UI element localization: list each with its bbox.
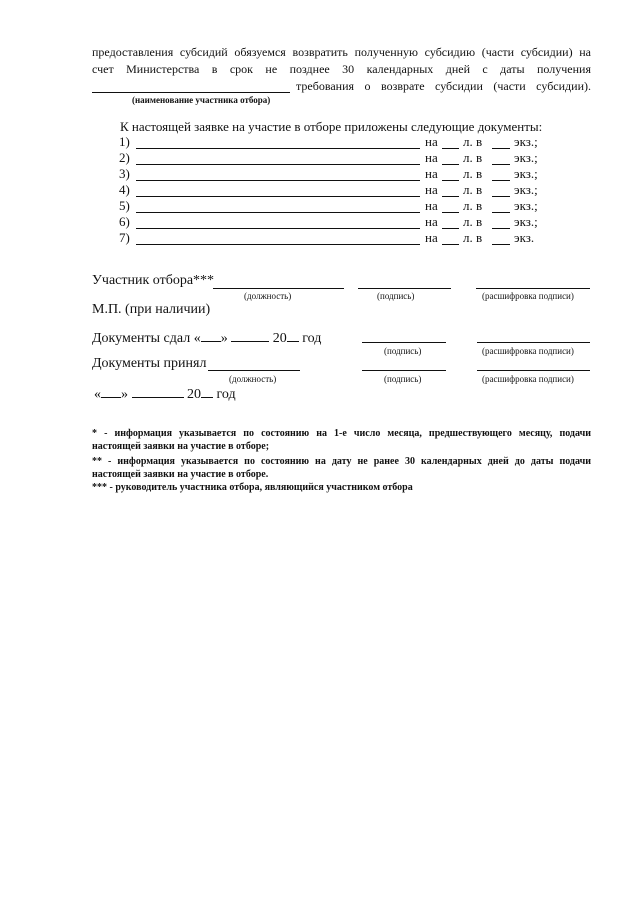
date-year-prefix: 20 — [187, 387, 201, 402]
participant-position-blank — [213, 288, 344, 289]
document-copies-prefix: л. в — [463, 230, 483, 245]
footnote-1-line-2: настоящей заявки на участие в отборе; — [92, 441, 270, 452]
date-year-suffix: год — [216, 387, 236, 402]
document-copies-prefix: л. в — [463, 150, 483, 165]
document-number: 5) — [119, 198, 130, 213]
document-pages-prefix: на — [425, 134, 438, 149]
document-copies-prefix: л. в — [463, 214, 483, 229]
document-name-blank — [136, 228, 420, 229]
handed-year-prefix: 20 — [272, 331, 287, 346]
document-pages-blank — [442, 180, 459, 181]
date-quote-close: » — [121, 387, 128, 402]
document-pages-prefix: на — [425, 166, 438, 181]
document-number: 3) — [119, 166, 130, 181]
document-number: 2) — [119, 150, 130, 165]
paragraph-line-2: счет Министерства в срок не позднее 30 календарных дней с даты получения — [92, 62, 591, 76]
document-copies-blank — [492, 164, 510, 165]
document-name-blank — [136, 212, 420, 213]
signature-caption: (подпись) — [384, 346, 422, 356]
document-copies-prefix: л. в — [463, 182, 483, 197]
document-pages-blank — [442, 148, 459, 149]
document-copies-suffix: экз.; — [514, 166, 538, 181]
handed-year-blank — [287, 329, 299, 342]
document-name-blank — [136, 148, 420, 149]
position-caption: (должность) — [229, 374, 277, 384]
document-pages-blank — [442, 244, 459, 245]
footnote-1-mark: * — [92, 428, 97, 439]
name-caption: (расшифровка подписи) — [482, 291, 574, 301]
document-number: 1) — [119, 134, 130, 149]
document-copies-suffix: экз.; — [514, 214, 538, 229]
accepted-name-blank — [477, 370, 590, 371]
document-pages-prefix: на — [425, 214, 438, 229]
document-copies-blank — [492, 196, 510, 197]
handed-name-blank — [477, 342, 590, 343]
participant-signature-blank — [358, 288, 451, 289]
document-pages-prefix: на — [425, 230, 438, 245]
document-pages-prefix: на — [425, 198, 438, 213]
handed-day-blank — [201, 329, 221, 342]
document-number: 7) — [119, 230, 130, 245]
document-copies-prefix: л. в — [463, 134, 483, 149]
document-pages-blank — [442, 212, 459, 213]
document-copies-suffix: экз. — [514, 230, 535, 245]
document-copies-suffix: экз.; — [514, 134, 538, 149]
paragraph-line-1: предоставления субсидий обязуемся возвратить полученную субсидию (части субсидии) на — [92, 45, 591, 59]
handed-over-label — [92, 329, 321, 347]
footnote-2-mark: ** — [92, 456, 102, 467]
handed-year-suffix: год — [302, 331, 322, 346]
date-year-blank — [201, 385, 213, 398]
date-month-blank — [132, 385, 184, 398]
document-pages-blank — [442, 228, 459, 229]
document-copies-suffix: экз.; — [514, 182, 538, 197]
document-copies-blank — [492, 228, 510, 229]
document-name-blank — [136, 244, 420, 245]
participant-label: Участник отбора*** — [92, 273, 215, 288]
accepted-signature-blank — [362, 370, 446, 371]
document-name-blank — [136, 164, 420, 165]
date-day-blank — [101, 385, 121, 398]
accepted-position-blank — [208, 370, 300, 371]
footnote-2-line-1 — [92, 456, 591, 467]
documents-heading: К настоящей заявке на участие в отборе приложены следующие документы: — [120, 119, 543, 134]
document-name-blank — [136, 196, 420, 197]
handed-month-blank — [231, 329, 269, 342]
document-copies-blank — [492, 148, 510, 149]
document-copies-blank — [492, 212, 510, 213]
document-pages-blank — [442, 164, 459, 165]
paragraph-line-3: требования о возврате субсидии (части субсидии). — [296, 79, 591, 93]
footnote-3-text: - руководитель участника отбора, являющийся участником отбора — [107, 482, 413, 493]
document-number: 4) — [119, 182, 130, 197]
name-caption: (расшифровка подписи) — [482, 374, 574, 384]
footnote-2-text: - информация указывается по состоянию на дату не ранее 30 календарных дней до даты подачи — [102, 456, 591, 467]
footnote-3-mark: *** — [92, 482, 107, 493]
document-copies-prefix: л. в — [463, 166, 483, 181]
footnote-1-line-1 — [92, 428, 591, 439]
signature-caption: (подпись) — [384, 374, 422, 384]
stamp-label: М.П. (при наличии) — [92, 302, 211, 317]
document-copies-blank — [492, 244, 510, 245]
document-pages-prefix: на — [425, 182, 438, 197]
date-quote-open: « — [94, 387, 101, 402]
position-caption: (должность) — [244, 291, 292, 301]
document-copies-suffix: экз.; — [514, 198, 538, 213]
footnote-2-line-2: настоящей заявки на участие в отборе. — [92, 469, 269, 480]
document-copies-prefix: л. в — [463, 198, 483, 213]
name-caption: (расшифровка подписи) — [482, 346, 574, 356]
accepted-label: Документы принял — [92, 356, 207, 371]
document-pages-prefix: на — [425, 150, 438, 165]
participant-name-blank — [92, 92, 290, 93]
accepted-date — [94, 385, 236, 403]
signature-caption: (подпись) — [377, 291, 415, 301]
document-name-blank — [136, 180, 420, 181]
footnote-3 — [92, 482, 413, 493]
document-copies-suffix: экз.; — [514, 150, 538, 165]
document-copies-blank — [492, 180, 510, 181]
document-pages-blank — [442, 196, 459, 197]
participant-name-blank — [476, 288, 590, 289]
handed-quote-close: » — [220, 331, 228, 346]
handed-signature-blank — [362, 342, 446, 343]
document-number: 6) — [119, 214, 130, 229]
handed-over-text: Документы сдал « — [92, 331, 201, 346]
footnote-1-text: - информация указывается по состоянию на 1-е число месяца, предшествующего месяцу, подачи — [97, 428, 591, 439]
participant-name-caption: (наименование участника отбора) — [132, 95, 271, 105]
